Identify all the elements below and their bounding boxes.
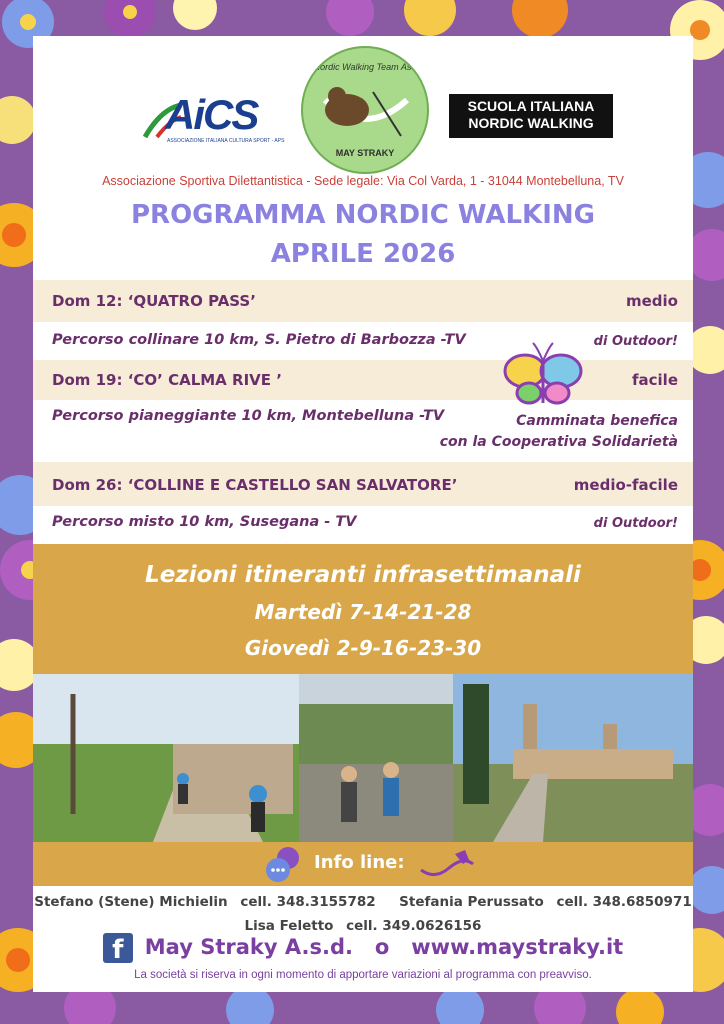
aics-subtitle: ASSOCIAZIONE ITALIANA CULTURA SPORT - APS bbox=[167, 138, 285, 144]
photo-castle bbox=[453, 674, 693, 842]
aics-wordmark: AiCS bbox=[165, 91, 258, 138]
facebook-icon[interactable]: f bbox=[103, 933, 133, 963]
event-1-level: medio bbox=[626, 292, 678, 310]
scuola-italiana-logo bbox=[449, 94, 613, 138]
lessons-band bbox=[33, 544, 693, 674]
event-2-level: facile bbox=[632, 371, 678, 389]
aics-logo bbox=[143, 91, 285, 147]
event-3-level: medio-facile bbox=[573, 476, 678, 494]
vineyard-photo-icon bbox=[33, 674, 299, 842]
event-1-title: Dom 12: ‘QUATRO PASS’ bbox=[52, 292, 256, 310]
lessons-thursday: Giovedì 2-9-16-23-30 bbox=[244, 636, 482, 660]
social-line bbox=[33, 933, 693, 963]
charity-line2: con la Cooperativa Solidarietà bbox=[439, 434, 678, 450]
or-separator: o bbox=[374, 935, 390, 959]
event-1-note: di Outdoor! bbox=[593, 334, 678, 349]
contacts-row-1 bbox=[33, 894, 693, 910]
event-3-route: Percorso misto 10 km, Susegana - TV bbox=[52, 514, 357, 530]
contact-2-phone: cell. 348.6850971 bbox=[556, 894, 692, 910]
lessons-tuesday: Martedì 7-14-21-28 bbox=[254, 600, 472, 624]
school-line1: SCUOLA ITALIANA bbox=[467, 98, 595, 114]
program-month: APRILE 2026 bbox=[270, 239, 456, 269]
contact-1-name: Stefano (Stene) Michielin bbox=[34, 894, 228, 910]
photo-strip bbox=[33, 674, 693, 842]
castle-photo-icon bbox=[453, 674, 693, 842]
phone-icon bbox=[415, 846, 479, 882]
website-link[interactable]: www.maystraky.it bbox=[411, 935, 624, 959]
photo-road-walkers bbox=[299, 674, 453, 842]
event-1-route: Percorso collinare 10 km, S. Pietro di Barbozza -TV bbox=[52, 332, 466, 348]
event-2-title: Dom 19: ‘CO’ CALMA RIVE ’ bbox=[52, 371, 282, 389]
contact-3-phone: cell. 349.0626156 bbox=[346, 918, 482, 934]
event-3-title: Dom 26: ‘COLLINE E CASTELLO SAN SALVATORE’ bbox=[52, 476, 458, 494]
info-line-label: Info line: bbox=[314, 852, 405, 873]
school-line2: NORDIC WALKING bbox=[468, 115, 594, 131]
contact-2-name: Stefania Perussato bbox=[399, 894, 544, 910]
charity-note bbox=[440, 411, 678, 453]
info-line-bar bbox=[33, 842, 693, 886]
lessons-heading: Lezioni itineranti infrasettimanali bbox=[145, 562, 581, 588]
charity-line1: Camminata benefica bbox=[516, 413, 678, 429]
event-2-route: Percorso pianeggiante 10 km, Montebelluna -TV bbox=[52, 408, 445, 424]
event-row-2 bbox=[33, 360, 693, 400]
chat-bubbles-icon bbox=[264, 846, 304, 882]
club-arc-text: Nordic Walking Team Asd bbox=[313, 62, 417, 72]
logo-row bbox=[33, 36, 693, 176]
event-row-1-detail bbox=[33, 322, 693, 360]
contacts-row-2 bbox=[33, 918, 693, 934]
disclaimer: La società si riserva in ogni momento di apportare variazioni al programma con preavviso. bbox=[134, 969, 592, 981]
event-3-note: di Outdoor! bbox=[593, 516, 678, 531]
association-address: Associazione Sportiva Dilettantistica - Sede legale: Via Col Varda, 1 - 31044 Montebelluna, TV bbox=[102, 174, 624, 188]
may-straky-logo bbox=[301, 46, 429, 174]
club-name: MAY STRAKY bbox=[335, 148, 395, 158]
butterfly-icon bbox=[503, 341, 583, 411]
photo-vineyard-walkers bbox=[33, 674, 299, 842]
event-row-3-detail bbox=[33, 506, 693, 544]
flyer-sheet bbox=[33, 36, 693, 992]
event-row-1 bbox=[33, 280, 693, 322]
facebook-page-link[interactable]: May Straky A.s.d. bbox=[144, 935, 353, 959]
contact-3-name: Lisa Feletto bbox=[244, 918, 334, 934]
program-title: PROGRAMMA NORDIC WALKING bbox=[131, 200, 595, 230]
road-photo-icon bbox=[299, 674, 453, 842]
event-row-3 bbox=[33, 462, 693, 506]
contact-1-phone: cell. 348.3155782 bbox=[240, 894, 376, 910]
